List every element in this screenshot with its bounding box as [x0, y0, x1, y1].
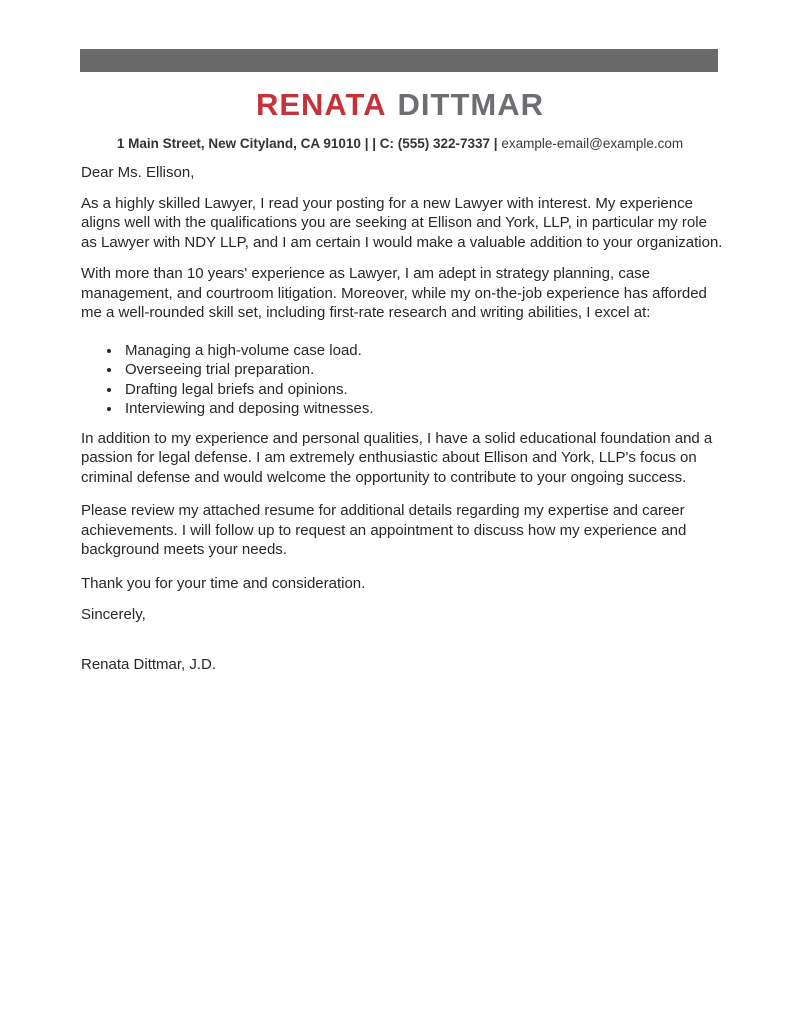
paragraph-intro: As a highly skilled Lawyer, I read your posting for a new Lawyer with interest. My experience aligns well with the qualifications you are seeking at Ellison and York, LLP, in particular my role as Lawyer with NDY LLP, and I am certain I would make a valuable addition to your organization. [81, 194, 723, 251]
salutation: Dear Ms. Ellison, [81, 164, 195, 181]
header-accent-bar [80, 49, 718, 72]
skills-bullet-list [81, 341, 723, 419]
skill-bullet-item: • Interviewing and deposing witnesses. [122, 399, 723, 419]
thanks-line: Thank you for your time and consideration. [81, 574, 366, 592]
skill-bullet-item: • Drafting legal briefs and opinions. [122, 380, 723, 400]
letterhead-contact-line [0, 136, 800, 151]
contact-email: example-email@example.com [501, 136, 684, 151]
skill-bullet-item: • Overseeing trial preparation. [122, 360, 723, 380]
skill-bullet-item: • Managing a high-volume case load. [122, 341, 723, 361]
letterhead-name [0, 88, 800, 122]
letterhead-first-name: RENATA [255, 87, 387, 122]
signoff-line: Sincerely, [81, 606, 146, 623]
signature-name: Renata Dittmar, J.D. [81, 655, 217, 673]
contact-address-phone: 1 Main Street, New Cityland, CA 91010 | | C: (555) 322-7337 | [116, 136, 502, 151]
paragraph-experience: With more than 10 years' experience as Lawyer, I am adept in strategy planning, case management, and courtroom litigation. Moreover, while my on-the-job experience has afforded me a well-rounded skill set, including first-rate research and writing abilities, I excel at: [81, 265, 707, 321]
letterhead-last-name: DITTMAR [397, 87, 545, 122]
paragraph-education: In addition to my experience and personal qualities, I have a solid educational foundation and a passion for legal defense. I am extremely enthusiastic about Ellison and York, LLP's focus on criminal defense and would welcome the opportunity to contribute to your ongoing success. [81, 429, 713, 486]
letter-body [81, 163, 723, 674]
paragraph-followup: Please review my attached resume for additional details regarding my expertise and career achievements. I will follow up to request an appointment to discuss how my experience and background meets your needs. [81, 502, 687, 558]
